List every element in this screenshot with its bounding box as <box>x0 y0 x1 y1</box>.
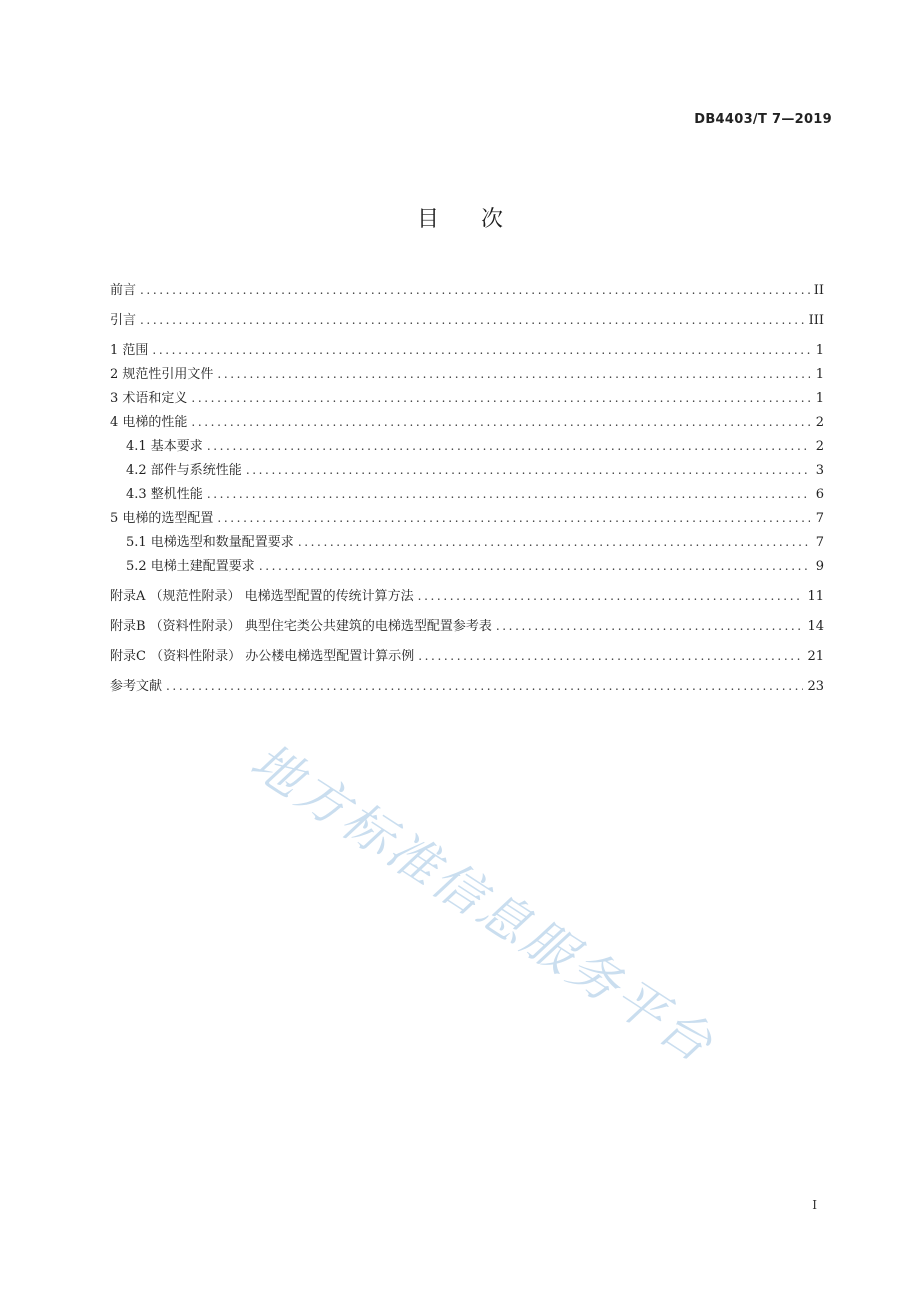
toc-entry-label: 前言 <box>110 283 137 298</box>
toc-title-left: 目 <box>416 207 439 232</box>
toc-title <box>0 202 920 233</box>
toc-entry-page: 11 <box>807 589 824 604</box>
toc-entry-civil-configuration[interactable] <box>110 554 824 578</box>
toc-entry-label: 3 术语和定义 <box>110 391 188 406</box>
toc-leader-dots <box>217 506 810 530</box>
toc-entry-label: 附录C （资料性附录） 办公楼电梯选型配置计算示例 <box>110 649 415 664</box>
toc-entry-page: 3 <box>815 463 824 478</box>
toc-entry-label: 1 范围 <box>110 343 149 358</box>
toc-entry-annex-b[interactable] <box>110 614 824 638</box>
toc-entry-foreword[interactable] <box>110 278 824 302</box>
toc-leader-dots <box>217 362 810 386</box>
standard-code: DB4403/T 7—2019 <box>694 112 832 127</box>
toc-entry-page: 1 <box>815 343 824 358</box>
toc-entry-page: 23 <box>807 679 824 694</box>
toc-entry-bibliography[interactable] <box>110 674 824 698</box>
toc-entry-annex-a[interactable] <box>110 584 824 608</box>
toc-entry-label: 4 电梯的性能 <box>110 415 188 430</box>
toc-entry-label: 5 电梯的选型配置 <box>110 511 214 526</box>
toc-entry-page: 14 <box>807 619 824 634</box>
toc-entry-introduction[interactable] <box>110 308 824 332</box>
toc-entry-page: II <box>813 283 824 298</box>
toc-leader-dots <box>259 554 810 578</box>
toc-entry-page: 7 <box>815 511 824 526</box>
toc-entry-page: 2 <box>815 415 824 430</box>
toc-entry-page: 9 <box>815 559 824 574</box>
toc-leader-dots <box>140 308 805 332</box>
toc-leader-dots <box>191 410 810 434</box>
toc-leader-dots <box>246 458 810 482</box>
toc-leader-dots <box>140 278 810 302</box>
toc-title-right: 次 <box>481 207 504 232</box>
toc-leader-dots <box>298 530 810 554</box>
toc-entry-label: 附录B （资料性附录） 典型住宅类公共建筑的电梯选型配置参考表 <box>110 619 492 634</box>
toc-leader-dots <box>418 644 803 668</box>
toc-entry-basic-requirements[interactable] <box>110 434 824 458</box>
toc-entry-label: 参考文献 <box>110 679 163 694</box>
toc-leader-dots <box>152 338 810 362</box>
toc-entry-page: III <box>808 313 824 328</box>
toc-leader-dots <box>496 614 804 638</box>
toc-entry-label: 4.3 整机性能 <box>126 487 203 502</box>
toc-leader-dots <box>191 386 810 410</box>
toc-entry-elevator-selection[interactable] <box>110 506 824 530</box>
toc-entry-terms-definitions[interactable] <box>110 386 824 410</box>
toc-entry-complete-machine-performance[interactable] <box>110 482 824 506</box>
table-of-contents <box>110 278 824 698</box>
toc-leader-dots <box>166 674 803 698</box>
toc-entry-selection-quantity[interactable] <box>110 530 824 554</box>
toc-entry-elevator-performance[interactable] <box>110 410 824 434</box>
toc-entry-normative-references[interactable] <box>110 362 824 386</box>
toc-entry-annex-c[interactable] <box>110 644 824 668</box>
toc-entry-label: 4.1 基本要求 <box>126 439 203 454</box>
toc-leader-dots <box>207 482 810 506</box>
toc-entry-label: 5.2 电梯土建配置要求 <box>126 559 255 574</box>
toc-entry-label: 5.1 电梯选型和数量配置要求 <box>126 535 294 550</box>
toc-entry-page: 1 <box>815 391 824 406</box>
toc-entry-label: 4.2 部件与系统性能 <box>126 463 242 478</box>
toc-entry-page: 7 <box>815 535 824 550</box>
toc-entry-page: 1 <box>815 367 824 382</box>
toc-entry-page: 2 <box>815 439 824 454</box>
toc-entry-page: 21 <box>807 649 824 664</box>
page-number: I <box>812 1198 817 1212</box>
toc-entry-component-system-performance[interactable] <box>110 458 824 482</box>
toc-entry-label: 引言 <box>110 313 137 328</box>
toc-entry-scope[interactable] <box>110 338 824 362</box>
toc-leader-dots <box>418 584 804 608</box>
toc-leader-dots <box>207 434 810 458</box>
toc-entry-label: 附录A （规范性附录） 电梯选型配置的传统计算方法 <box>110 589 414 604</box>
toc-entry-page: 6 <box>815 487 824 502</box>
watermark: 地方标准信息服务平台 <box>240 731 726 1075</box>
toc-entry-label: 2 规范性引用文件 <box>110 367 214 382</box>
